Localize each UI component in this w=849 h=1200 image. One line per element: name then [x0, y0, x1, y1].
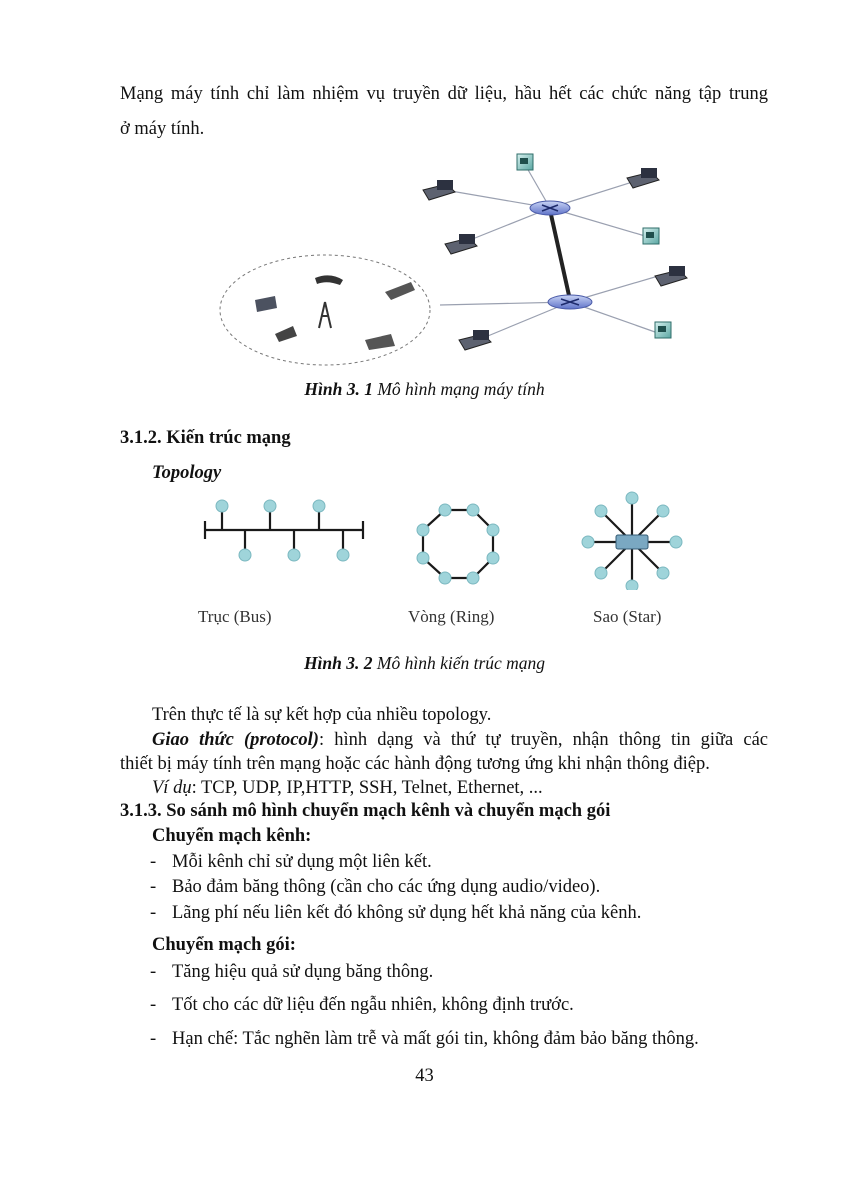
- star-topology-icon: [582, 492, 682, 590]
- figure-2-caption-text: Mô hình kiến trúc mạng: [372, 653, 546, 673]
- intro-line-2: ở máy tính.: [120, 119, 205, 139]
- protocol-line-2: thiết bị máy tính trên mạng hoặc các hành động tương ứng khi nhận thông điệp.: [120, 754, 710, 774]
- server-icon: [517, 154, 533, 170]
- protocol-term: Giao thức (protocol): [152, 730, 319, 750]
- list-item: - Bảo đảm băng thông (cần cho các ứng dụng audio/video).: [150, 877, 601, 897]
- router-icon: [548, 295, 592, 309]
- list-item: - Mỗi kênh chỉ sử dụng một liên kết.: [150, 852, 432, 872]
- figure-1-caption: [0, 379, 849, 400]
- topology-label-ring: Vòng (Ring): [408, 607, 495, 626]
- list-item: - Lãng phí nếu liên kết đó không sử dụng hết khả năng của kênh.: [150, 903, 642, 923]
- bus-topology-icon: [205, 500, 363, 561]
- intro-line-1: Mạng máy tính chỉ làm nhiệm vụ truyền dữ liệu, hầu hết các chức năng tập trung: [120, 84, 768, 104]
- hub-icon: [616, 535, 648, 549]
- server-icon: [655, 322, 671, 338]
- wireless-area: [220, 255, 430, 365]
- page-number: 43: [415, 1066, 434, 1086]
- ring-topology-icon: [417, 504, 499, 584]
- topology-subheading: Topology: [152, 463, 222, 483]
- example-line: [152, 776, 543, 800]
- workstation-icon: [459, 330, 491, 350]
- backbone-link: [550, 210, 570, 300]
- wireless-device-icon: [255, 275, 415, 350]
- protocol-line-1: [152, 728, 768, 752]
- example-term: Ví dụ: [152, 778, 192, 798]
- packet-switching-title: Chuyển mạch gói:: [152, 935, 296, 955]
- list-item: - Tăng hiệu quả sử dụng băng thông.: [150, 962, 434, 982]
- workstation-icon: [445, 234, 477, 254]
- protocol-definition: : hình dạng và thứ tự truyền, nhận thông tin giữa các: [318, 730, 768, 750]
- section-312-heading: 3.1.2. Kiến trúc mạng: [120, 428, 291, 448]
- figure-1-label: Hình 3. 1: [304, 379, 373, 399]
- figure-2-caption: [0, 653, 849, 674]
- workstation-icon: [627, 168, 659, 188]
- topology-label-bus: Trục (Bus): [198, 607, 272, 626]
- section-313-heading: 3.1.3. So sánh mô hình chuyển mạch kênh và chuyển mạch gói: [120, 801, 611, 821]
- server-icon: [643, 228, 659, 244]
- workstation-icon: [655, 266, 687, 286]
- router-icon: [530, 201, 570, 215]
- network-model-diagram: [215, 150, 705, 375]
- list-item: - Tốt cho các dữ liệu đến ngẫu nhiên, không định trước.: [150, 995, 574, 1015]
- example-text: : TCP, UDP, IP,HTTP, SSH, Telnet, Ethernet, ...: [191, 778, 543, 798]
- figure-2-label: Hình 3. 2: [303, 653, 373, 673]
- combination-paragraph: Trên thực tế là sự kết hợp của nhiều topology.: [152, 705, 492, 725]
- circuit-switching-title: Chuyển mạch kênh:: [152, 826, 312, 846]
- list-item: - Hạn chế: Tắc nghẽn làm trễ và mất gói tin, không đảm bảo băng thông.: [150, 1029, 699, 1049]
- topology-diagrams: [195, 490, 685, 590]
- topology-label-star: Sao (Star): [593, 607, 662, 626]
- figure-1-caption-text: Mô hình mạng máy tính: [372, 379, 545, 399]
- workstation-icon: [423, 180, 455, 200]
